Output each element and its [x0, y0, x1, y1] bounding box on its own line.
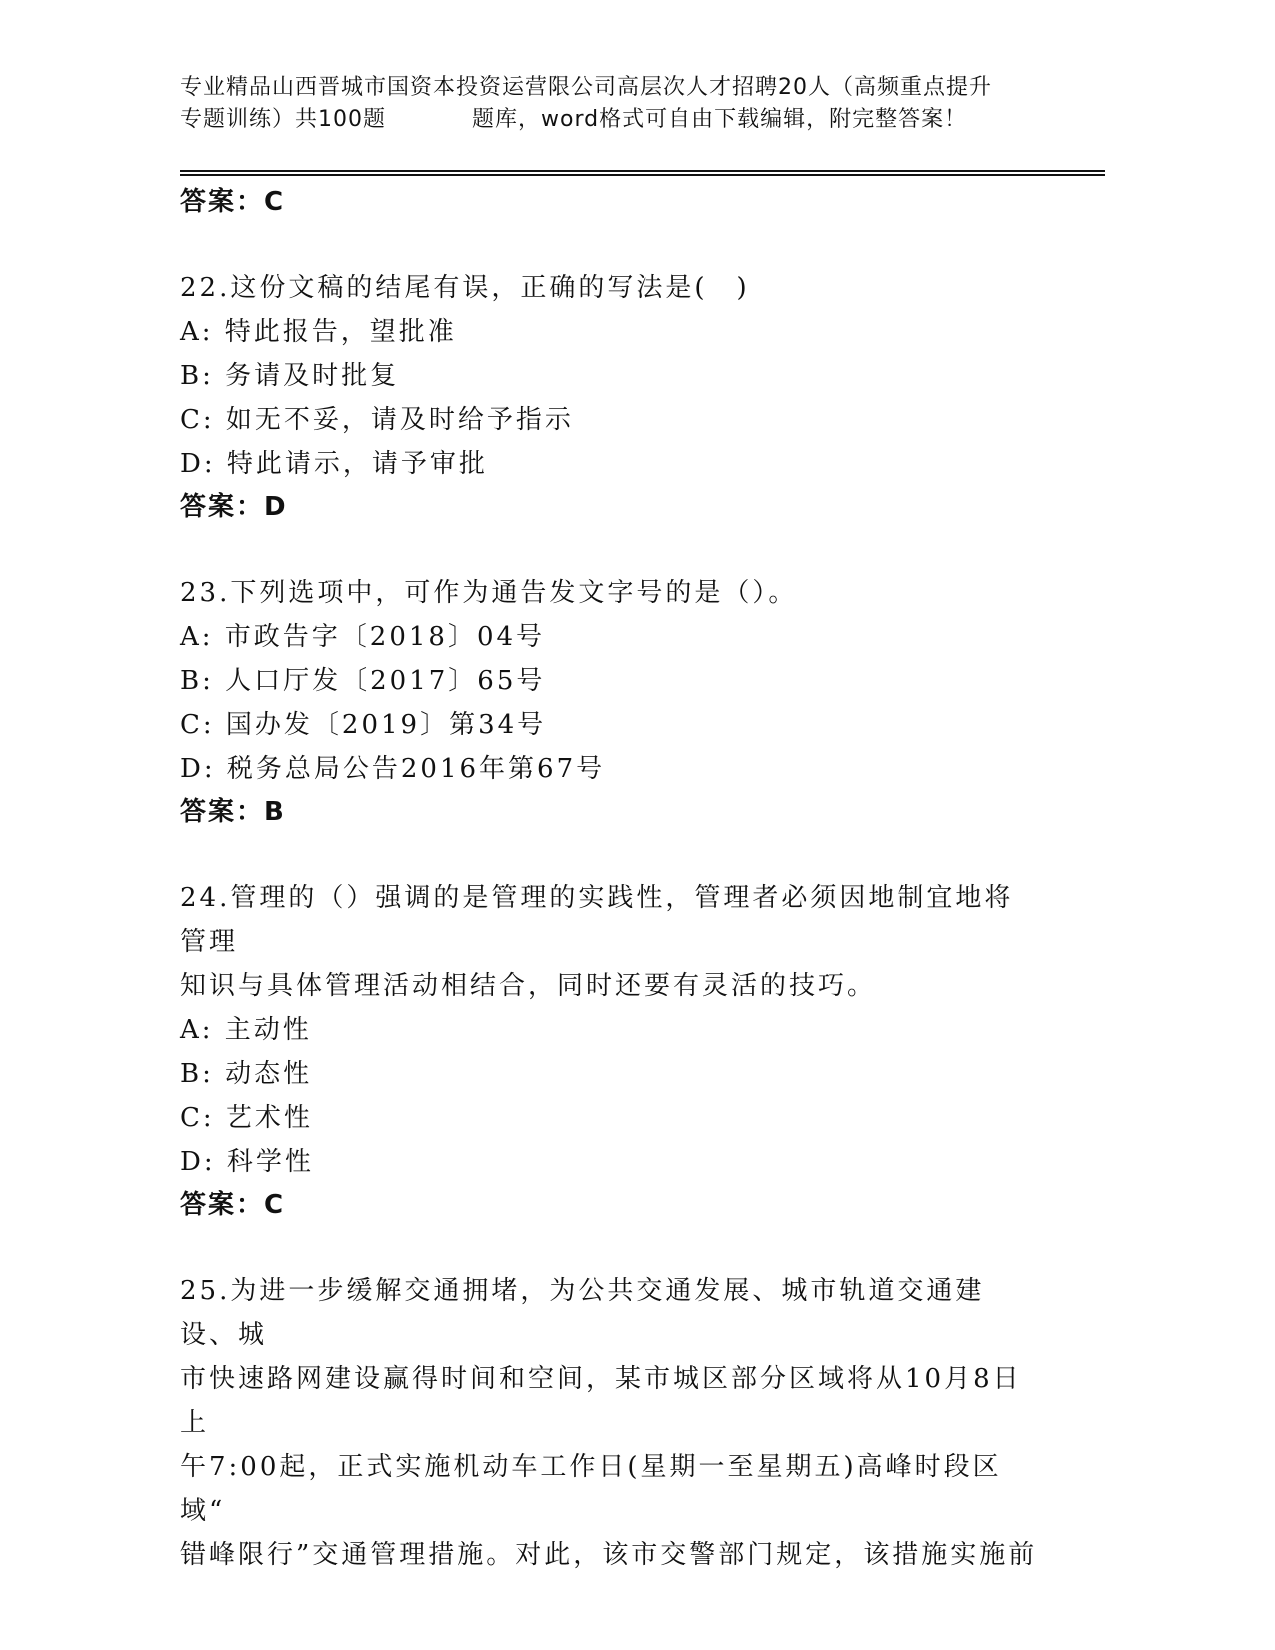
- option-d: D: 特此请示，请予审批: [180, 449, 488, 479]
- header-line-2: [180, 104, 1060, 136]
- question-25: [180, 1269, 1040, 1577]
- option-b: B: 务请及时批复: [180, 361, 400, 391]
- question-24: [180, 876, 1040, 1226]
- option-d: D: 税务总局公告2016年第67号: [180, 754, 606, 784]
- question-22: [180, 266, 1040, 528]
- option-b: B: 人口厅发〔2017〕65号: [180, 666, 546, 696]
- question-text-line: 错峰限行”交通管理措施。对此，该市交警部门规定，该措施实施前: [180, 1540, 1038, 1570]
- header-line-1: 专业精品山西晋城市国资本投资运营限公司高层次人才招聘20人（高频重点提升: [180, 75, 992, 100]
- option-d: D: 科学性: [180, 1147, 314, 1177]
- option-a: A: 主动性: [180, 1015, 312, 1045]
- header-rule-bottom: [180, 174, 1105, 176]
- question-23: [180, 571, 1040, 833]
- option-c: C: 如无不妥，请及时给予指示: [180, 405, 574, 435]
- answer: 答案：D: [180, 492, 288, 522]
- question-text-line: 午7:00起，正式实施机动车工作日(星期一至星期五)高峰时段区域“: [180, 1452, 1002, 1526]
- page-header: [180, 72, 1060, 136]
- answer: 答案：B: [180, 797, 286, 827]
- question-text-line: 24.管理的（）强调的是管理的实践性，管理者必须因地制宜地将管理: [180, 883, 1014, 957]
- option-c: C: 国办发〔2019〕第34号: [180, 710, 547, 740]
- question-text: 23.下列选项中，可作为通告发文字号的是（）。: [180, 578, 798, 608]
- option-c: C: 艺术性: [180, 1103, 313, 1133]
- question-text-line: 市快速路网建设赢得时间和空间，某市城区部分区域将从10月8日上: [180, 1364, 1022, 1438]
- option-b: B: 动态性: [180, 1059, 313, 1089]
- question-text: 22.这份文稿的结尾有误，正确的写法是( ): [180, 273, 750, 303]
- answer: 答案：C: [180, 1190, 286, 1220]
- question-list: [180, 181, 1040, 1577]
- answer-prev: 答案：C: [180, 187, 286, 217]
- header-line-2-part-1: 专题训练）共100题: [180, 107, 386, 132]
- question-text-line: 知识与具体管理活动相结合，同时还要有灵活的技巧。: [180, 971, 877, 1001]
- header-rule-top: [180, 170, 1105, 172]
- option-a: A: 市政告字〔2018〕04号: [180, 622, 546, 652]
- option-a: A: 特此报告，望批准: [180, 317, 457, 347]
- question-text-line: 25.为进一步缓解交通拥堵，为公共交通发展、城市轨道交通建设、城: [180, 1276, 985, 1350]
- header-line-2-part-2: 题库，word格式可自由下载编辑，附完整答案！: [472, 107, 968, 132]
